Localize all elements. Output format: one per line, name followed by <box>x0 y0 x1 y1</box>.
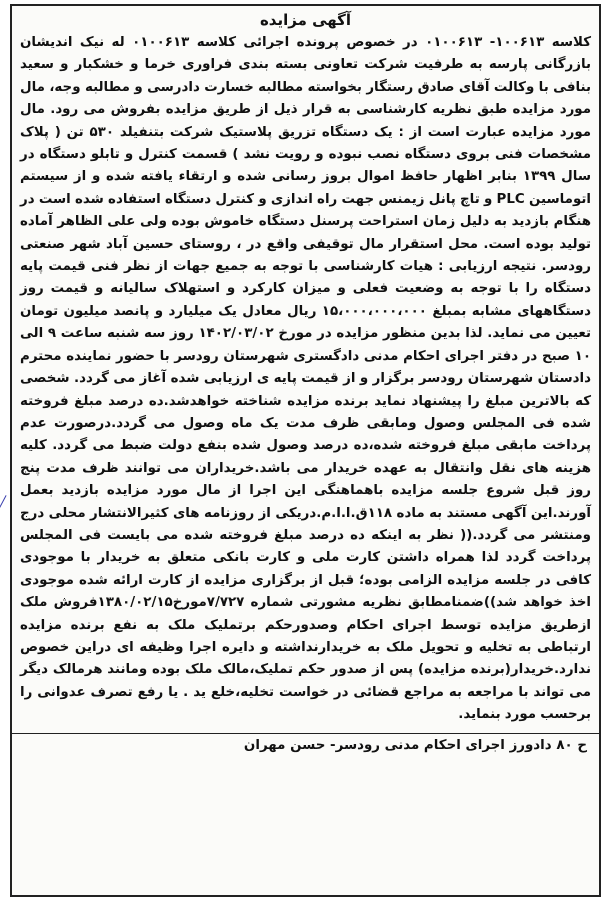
notice-title: آگهی مزایده <box>259 11 352 29</box>
footer-divider <box>12 733 599 734</box>
auction-notice <box>10 4 601 897</box>
notice-signature: ح ۸۰ دادورز اجرای احکام مدنی رودسر- حسن مهران <box>243 737 587 753</box>
notice-body: کلاسه ۱۰۰۶۱۳- ۰۱۰۰۶۱۳ در خصوص پرونده اجرائی کلاسه ۰۱۰۰۶۱۳ له نیک اندیشان بازرگانی پارسه به طرفیت شرکت تعاونی بسته بندی فراوری خرما و خشکبار و سعید بنافی با وکالت آقای صادق رستگار بخواسته مطالبه خسارت دادرسی و مطالبه وجه، مال مورد مزایده طبق نظریه کارشناسی به قرار ذیل از طریق مزایده بفروش می رود. مال مورد مزایده عبارت است از : یک دستگاه تزریق پلاستیک شرکت بتنفیلد ۵۳۰ تن ( پلاک مشخصات فنی بروی دستگاه نصب نبوده و رویت نشد ) قسمت کنترل و تابلو دستگاه در سال ۱۳۹۹ بنابر اظهار حافظ اموال بروز رسانی شده و ارتقاء یافته شده و از سیستم اتوماسین PLC و تاچ پانل زیمنس جهت راه اندازی و کنترل دستگاه استفاده شده است در هنگام بازدید به دلیل زمان استراحت پرسنل دستگاه خاموش بوده ولی علی الظاهر آماده تولید بوده است. محل استقرار مال توقیفی واقع در ، روستای حسین آباد شهر صنعتی رودسر. نتیجه ارزیابی : هیات کارشناسی با توجه به جمیع جهات از نظر فنی قیمت پایه دستگاه را با توجه به وضعیت فعلی و میزان کارکرد و استهلاک سالیانه و قیمت روز دستگاههای مشابه بمبلغ ۱۵،۰۰۰،۰۰۰،۰۰۰ ریال معادل یک میلیارد و پانصد میلیون تومان تعیین می نماید. لذا بدین منظور مزایده در مورخ ۱۴۰۲/۰۳/۰۲ روز سه شنبه ساعت ۹ الی ۱۰ صبح در دفتر اجرای احکام مدنی دادگستری شهرستان رودسر با حضور نماینده محترم دادستان شهرستان رودسر برگزار و از قیمت پایه ی ارزیابی شده آغاز می گردد. شخصی که بالاترین مبلغ را پیشنهاد نماید برنده مزایده شناخته خواهدشد.ده درصد مبلغ فروخته شده فی المجلس وصول ومابقی ظرف مدت یک ماه وصول می گردد.درصورت عدم پرداخت مابقی مبلغ فروخته شده،ده درصد وصول شده بنفع دولت ضبط می گردد. کلیه هزینه های نقل وانتقال به عهده خریدار می باشد.خریداران می توانند ظرف مدت پنج روز قبل شروع جلسه مزایده باهماهنگی این اجرا از مال مورد مزایده بازدید بعمل آورند.این آگهی مستند به ماده ۱۱۸ق.ا.ا.م.دریکی از روزنامه های کثیرالانتشار محلی درج ومنتشر می گردد.(( نظر به اینکه ده درصد مبلغ فروخته شده می بایست فی المجلس پرداخت گردد لذا همراه داشتن کارت ملی و کارت بانکی متعلق به خریدار با موجودی کافی در جلسه مزایده الزامی بوده؛ قبل از برگزاری مزایده از کارت ارائه شده موجودی اخذ خواهد شد))ضمنامطابق نظریه مشورتی شماره ۷/۷۲۷مورخ۱۳۸۰/۰۲/۱۵فروش ملک ازطریق مزایده توسط اجرای احکام وصدورحکم برتملیک ملک به نفع برنده مزایده ارتباطی به تخلیه و تحویل ملک به خریدارنداشته و دایره اجرا وظیفه ای دراین خصوص ندارد.خریدار(برنده مزایده) پس از صدور حکم تملیک،مالک ملک بوده ومانند هرمالک دیگر می تواند با مراجعه به مراجع قضائی در خواست تخلیه،خلع ید . یا رفع تصرف عدوانی را برحسب مورد بنماید. <box>20 35 591 723</box>
